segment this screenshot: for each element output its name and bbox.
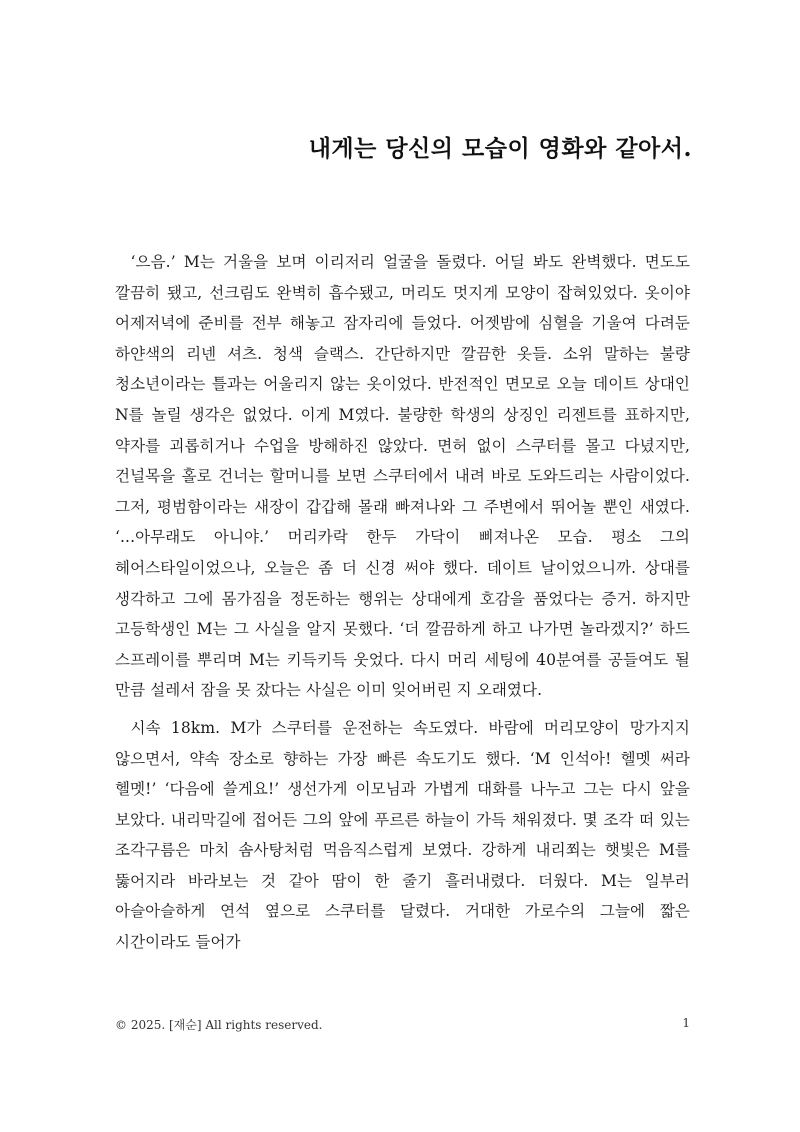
paragraph: ‘으음.’ M는 거울을 보며 이리저리 얼굴을 돌렸다. 어딜 봐도 완벽했다. 면도도 깔끔히 됐고, 선크림도 완벽히 흡수됐고, 머리도 멋지게 모양이 잡혀있었다. 옷이야 어제저녁에 준비를 전부 해놓고 잠자리에 들었다. 어젯밤에 심혈을 기울여 다려둔 하얀색의 리넨 셔츠. 청색 슬랙스. 간단하지만 깔끔한 옷들. 소위 말하는 불량 청소년이라는 틀과는 어울리지 않는 옷이었다. 반전적인 면모로 오늘 데이트 상대인 N를 놀릴 생각은 없었다. 이게 M였다. 불량한 학생의 상징인 리젠트를 표하지만, 약자를 괴롭히거나 수업을 방해하진 않았다. 면허 없이 스쿠터를 몰고 다녔지만, 건널목을 홀로 건너는 할머니를 보면 스쿠터에서 내려 바로 도와드리는 사람이었다. 그저, 평범함이라는 새장이 갑갑해 몰래 빠져나와 그 주변에서 뛰어놀 뿐인 새였다. ‘...아무래도 아니야.’ 머리카락 한두 가닥이 삐져나온 모습. 평소 그의 헤어스타일이었으나, 오늘은 좀 더 신경 써야 했다. 데이트 날이었으니까. 상대를 생각하고 그에 몸가짐을 정돈하는 행위는 상대에게 호감을 품었다는 증거. 하지만 고등학생인 M는 그 사실을 알지 못했다. ‘더 깔끔하게 하고 나가면 놀라겠지?’ 하드 스프레이를 뿌리며 M는 키득키득 웃었다. 다시 머리 세팅에 40분여를 공들여도 될 만큼 설레서 잠을 못 잤다는 사실은 이미 잊어버린 지 오래였다. bbox=[115, 253, 690, 700]
page-number: 1 bbox=[682, 1016, 690, 1030]
paragraph: 시속 18km. M가 스쿠터를 운전하는 속도였다. 바람에 머리모양이 망가지지 않으면서, 약속 장소로 향하는 가장 빠른 속도기도 했다. ‘M 인석아! 헬멧 써라 헬멧!’ ‘다음에 쓸게요!’ 생선가게 이모님과 가볍게 대화를 나누고 그는 다시 앞을 보았다. 내리막길에 접어든 그의 앞에 푸르른 하늘이 가득 채워졌다. 몇 조각 떠 있는 조각구름은 마치 솜사탕처럼 먹음직스럽게 보였다. 강하게 내리쬐는 햇빛은 M를 뚫어지라 바라보는 것 같아 땀이 한 줄기 흘러내렸다. 더웠다. M는 일부러 아슬아슬하게 연석 옆으로 스쿠터를 달렸다. 거대한 가로수의 그늘에 짧은 시간이라도 들어가 bbox=[115, 718, 690, 952]
copyright-notice: © 2025. [재순] All rights reserved. bbox=[115, 1018, 323, 1032]
document-body bbox=[115, 247, 690, 958]
document-title: 내게는 당신의 모습이 영화와 같아서. bbox=[308, 135, 692, 162]
page-footer bbox=[115, 1016, 690, 1033]
